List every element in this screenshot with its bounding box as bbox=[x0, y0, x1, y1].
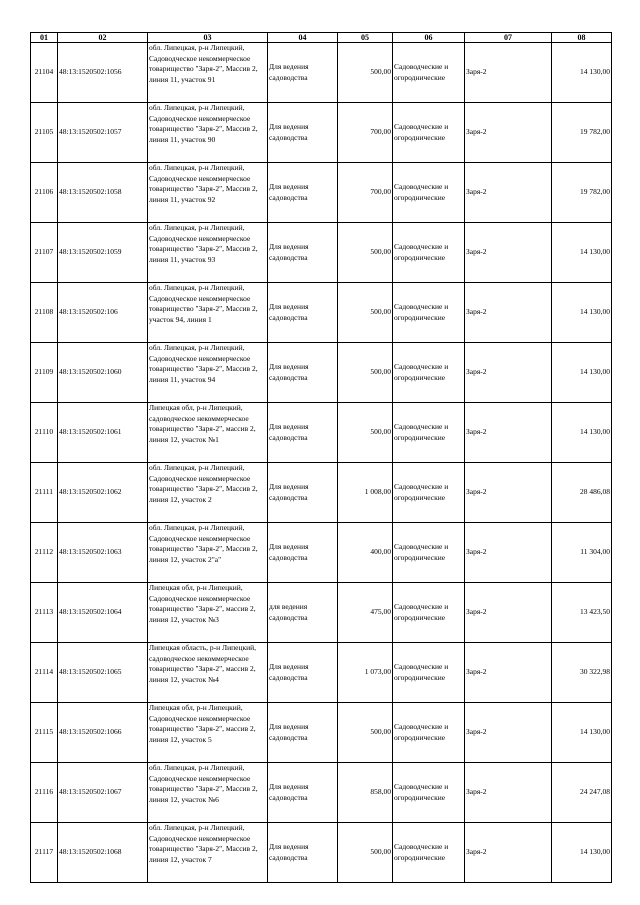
row-number: 21117 bbox=[31, 823, 58, 883]
permitted-use: для ведения садоводства bbox=[268, 583, 338, 643]
land-category: Садоводческие и огороднические bbox=[393, 223, 465, 283]
table-row bbox=[31, 403, 612, 463]
partnership-name: Заря-2 bbox=[465, 283, 552, 343]
address: обл. Липецкая, р-н Липецкий, Садоводческое некоммерческое товарищество "Заря-2", Массив 2, линия 11, участок 94 bbox=[148, 343, 268, 403]
address: обл. Липецкая, р-н Липецкий, Садоводческое некоммерческое товарищество "Заря-2", Массив 2, линия 11, участок 90 bbox=[148, 103, 268, 163]
cadastral-value: 11 304,00 bbox=[552, 523, 612, 583]
table-row bbox=[31, 703, 612, 763]
area: 500,00 bbox=[338, 343, 393, 403]
permitted-use: Для ведения садоводства bbox=[268, 703, 338, 763]
table-row bbox=[31, 283, 612, 343]
cadastral-number: 48:13:1520502:1060 bbox=[58, 343, 148, 403]
land-category: Садоводческие и огороднические bbox=[393, 583, 465, 643]
address: обл. Липецкая, р-н Липецкий, Садоводческое некоммерческое товарищество "Заря-2", Массив 2, участок 94, линия 1 bbox=[148, 283, 268, 343]
table-row bbox=[31, 343, 612, 403]
partnership-name: Заря-2 bbox=[465, 643, 552, 703]
header-cell-03: 03 bbox=[148, 33, 268, 43]
table-row bbox=[31, 223, 612, 283]
partnership-name: Заря-2 bbox=[465, 163, 552, 223]
header-cell-05: 05 bbox=[338, 33, 393, 43]
land-category: Садоводческие и огороднические bbox=[393, 283, 465, 343]
partnership-name: Заря-2 bbox=[465, 763, 552, 823]
cadastral-value: 13 423,50 bbox=[552, 583, 612, 643]
area: 500,00 bbox=[338, 703, 393, 763]
permitted-use: Для ведения садоводства bbox=[268, 103, 338, 163]
area: 500,00 bbox=[338, 403, 393, 463]
address: Липецкая обл, р-н Липецкий, Садоводческое некоммерческое товарищество "Заря-2", массив 2, линия 12, участок 5 bbox=[148, 703, 268, 763]
address: Липецкая обл, р-н Липецкий, Садоводческое некоммерческое товарищество "Заря-2", массив 2, линия 12, участок №3 bbox=[148, 583, 268, 643]
table-body bbox=[31, 43, 612, 883]
cadastral-value: 14 130,00 bbox=[552, 823, 612, 883]
row-number: 21114 bbox=[31, 643, 58, 703]
table-row bbox=[31, 163, 612, 223]
land-category: Садоводческие и огороднические bbox=[393, 643, 465, 703]
cadastral-value: 14 130,00 bbox=[552, 703, 612, 763]
row-number: 21108 bbox=[31, 283, 58, 343]
area: 400,00 bbox=[338, 523, 393, 583]
partnership-name: Заря-2 bbox=[465, 523, 552, 583]
land-category: Садоводческие и огороднические bbox=[393, 823, 465, 883]
area: 700,00 bbox=[338, 163, 393, 223]
permitted-use: Для ведения садоводства bbox=[268, 643, 338, 703]
land-category: Садоводческие и огороднические bbox=[393, 703, 465, 763]
permitted-use: Для ведения садоводства bbox=[268, 763, 338, 823]
cadastral-number: 48:13:1520502:1056 bbox=[58, 43, 148, 103]
partnership-name: Заря-2 bbox=[465, 823, 552, 883]
row-number: 21109 bbox=[31, 343, 58, 403]
area: 500,00 bbox=[338, 223, 393, 283]
address: обл. Липецкая, р-н Липецкий, Садоводческое некоммерческое товарищество "Заря-2", Массив 2, линия 12, участок №6 bbox=[148, 763, 268, 823]
land-category: Садоводческие и огороднические bbox=[393, 523, 465, 583]
permitted-use: Для ведения садоводства bbox=[268, 463, 338, 523]
row-number: 21112 bbox=[31, 523, 58, 583]
area: 1 008,00 bbox=[338, 463, 393, 523]
cadastral-value: 19 782,00 bbox=[552, 163, 612, 223]
land-category: Садоводческие и огороднические bbox=[393, 163, 465, 223]
cadastral-value: 14 130,00 bbox=[552, 223, 612, 283]
partnership-name: Заря-2 bbox=[465, 343, 552, 403]
row-number: 21105 bbox=[31, 103, 58, 163]
area: 858,00 bbox=[338, 763, 393, 823]
address: Липецкая обл, р-н Липецкий, садоводческое некоммерческое товарищество "Заря-2", массив 2, линия 12, участок №1 bbox=[148, 403, 268, 463]
area: 475,00 bbox=[338, 583, 393, 643]
header-cell-08: 08 bbox=[552, 33, 612, 43]
cadastral-number: 48:13:1520502:106 bbox=[58, 283, 148, 343]
area: 1 073,00 bbox=[338, 643, 393, 703]
header-cell-04: 04 bbox=[268, 33, 338, 43]
table-row bbox=[31, 523, 612, 583]
cadastral-number: 48:13:1520502:1063 bbox=[58, 523, 148, 583]
permitted-use: Для ведения садоводства bbox=[268, 403, 338, 463]
land-category: Садоводческие и огороднические bbox=[393, 103, 465, 163]
permitted-use: Для ведения садоводства bbox=[268, 223, 338, 283]
row-number: 21107 bbox=[31, 223, 58, 283]
cadastral-number: 48:13:1520502:1057 bbox=[58, 103, 148, 163]
partnership-name: Заря-2 bbox=[465, 223, 552, 283]
cadastral-number: 48:13:1520502:1058 bbox=[58, 163, 148, 223]
cadastral-number: 48:13:1520502:1065 bbox=[58, 643, 148, 703]
partnership-name: Заря-2 bbox=[465, 583, 552, 643]
row-number: 21115 bbox=[31, 703, 58, 763]
table-row bbox=[31, 643, 612, 703]
permitted-use: Для ведения садоводства bbox=[268, 163, 338, 223]
cadastral-value: 28 486,08 bbox=[552, 463, 612, 523]
header-cell-01: 01 bbox=[31, 33, 58, 43]
cadastral-value: 14 130,00 bbox=[552, 283, 612, 343]
table-row bbox=[31, 583, 612, 643]
cadastral-number: 48:13:1520502:1059 bbox=[58, 223, 148, 283]
header-cell-06: 06 bbox=[393, 33, 465, 43]
header-row bbox=[31, 33, 612, 43]
cadastral-number: 48:13:1520502:1062 bbox=[58, 463, 148, 523]
land-category: Садоводческие и огороднические bbox=[393, 343, 465, 403]
area: 500,00 bbox=[338, 283, 393, 343]
row-number: 21116 bbox=[31, 763, 58, 823]
permitted-use: Для ведения садоводства bbox=[268, 823, 338, 883]
cadastral-value: 14 130,00 bbox=[552, 403, 612, 463]
cadastral-value: 24 247,08 bbox=[552, 763, 612, 823]
permitted-use: Для ведения садоводства bbox=[268, 523, 338, 583]
cadastral-value: 19 782,00 bbox=[552, 103, 612, 163]
row-number: 21111 bbox=[31, 463, 58, 523]
area: 500,00 bbox=[338, 43, 393, 103]
row-number: 21113 bbox=[31, 583, 58, 643]
header-cell-02: 02 bbox=[58, 33, 148, 43]
cadastral-number: 48:13:1520502:1068 bbox=[58, 823, 148, 883]
partnership-name: Заря-2 bbox=[465, 703, 552, 763]
row-number: 21106 bbox=[31, 163, 58, 223]
address: обл. Липецкая, р-н Липецкий, Садоводческое некоммерческое товарищество "Заря-2", Массив 2, линия 11, участок 91 bbox=[148, 43, 268, 103]
cadastral-value: 14 130,00 bbox=[552, 43, 612, 103]
partnership-name: Заря-2 bbox=[465, 43, 552, 103]
address: обл. Липецкая, р-н Липецкий, Садоводческое некоммерческое товарищество "Заря-2", Массив 2, линия 12, участок 7 bbox=[148, 823, 268, 883]
address: обл. Липецкая, р-н Липецкий, Садоводческое некоммерческое товарищество "Заря-2", Массив 2, линия 11, участок 93 bbox=[148, 223, 268, 283]
land-category: Садоводческие и огороднические bbox=[393, 463, 465, 523]
table-row bbox=[31, 463, 612, 523]
address: обл. Липецкая, р-н Липецкий, Садоводческое некоммерческое товарищество "Заря-2", Массив 2, линия 12, участок 2"а" bbox=[148, 523, 268, 583]
table-row bbox=[31, 103, 612, 163]
partnership-name: Заря-2 bbox=[465, 403, 552, 463]
table-row bbox=[31, 823, 612, 883]
permitted-use: Для ведения садоводства bbox=[268, 283, 338, 343]
cadastral-number: 48:13:1520502:1067 bbox=[58, 763, 148, 823]
area: 500,00 bbox=[338, 823, 393, 883]
address: обл. Липецкая, р-н Липецкий, Садоводческое некоммерческое товарищество "Заря-2", Массив 2, линия 12, участок 2 bbox=[148, 463, 268, 523]
header-cell-07: 07 bbox=[465, 33, 552, 43]
land-category: Садоводческие и огороднические bbox=[393, 763, 465, 823]
permitted-use: Для ведения садоводства bbox=[268, 343, 338, 403]
cadastral-number: 48:13:1520502:1064 bbox=[58, 583, 148, 643]
land-registry-table bbox=[30, 32, 612, 883]
partnership-name: Заря-2 bbox=[465, 463, 552, 523]
table-row bbox=[31, 43, 612, 103]
row-number: 21104 bbox=[31, 43, 58, 103]
land-category: Садоводческие и огороднические bbox=[393, 43, 465, 103]
address: Липецкая область, р-н Липецкий, садоводческое некоммерческое товарищество "Заря-2", массив 2, линия 12, участок №4 bbox=[148, 643, 268, 703]
permitted-use: Для ведения садоводства bbox=[268, 43, 338, 103]
cadastral-value: 14 130,00 bbox=[552, 343, 612, 403]
cadastral-number: 48:13:1520502:1066 bbox=[58, 703, 148, 763]
row-number: 21110 bbox=[31, 403, 58, 463]
cadastral-number: 48:13:1520502:1061 bbox=[58, 403, 148, 463]
land-category: Садоводческие и огороднические bbox=[393, 403, 465, 463]
partnership-name: Заря-2 bbox=[465, 103, 552, 163]
cadastral-value: 30 322,98 bbox=[552, 643, 612, 703]
table-row bbox=[31, 763, 612, 823]
address: обл. Липецкая, р-н Липецкий, Садоводческое некоммерческое товарищество "Заря-2", Массив 2, линия 11, участок 92 bbox=[148, 163, 268, 223]
area: 700,00 bbox=[338, 103, 393, 163]
